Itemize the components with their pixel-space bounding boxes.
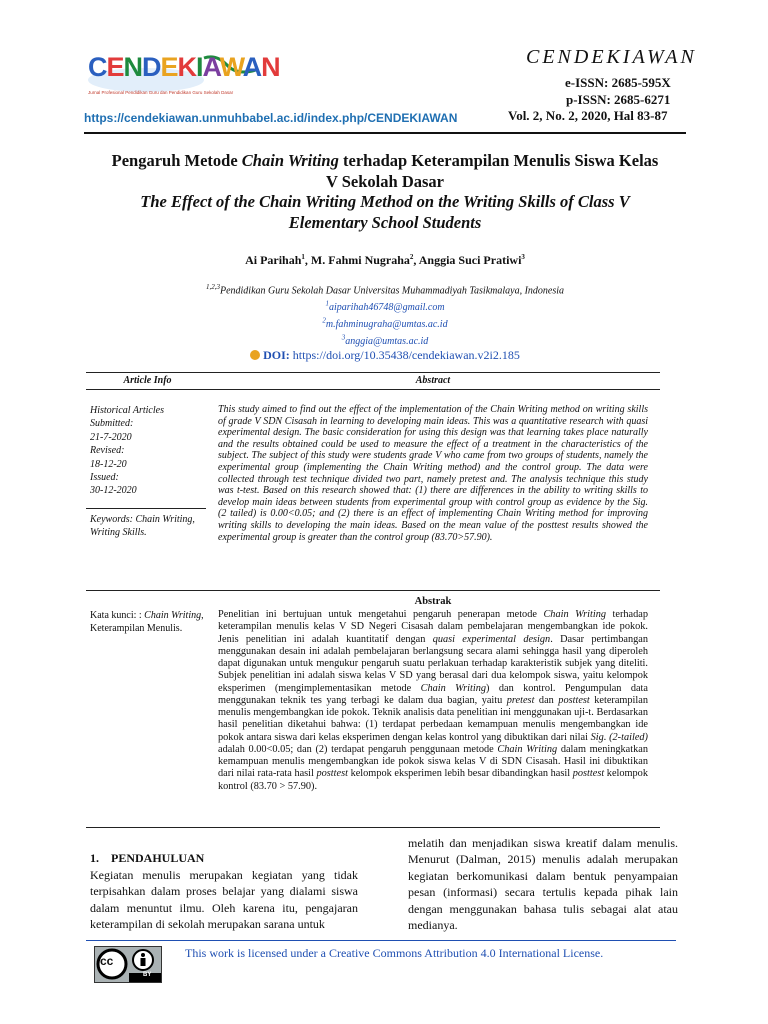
- email-3-addr: anggia@umtas.ac.id: [345, 335, 429, 347]
- abstrak-seg: ) dan kontrol. Pengumpulan data menggunakan teknik tes yang terbagi ke dalam dua bagian, yaitu: [218, 682, 648, 706]
- affiliation-block: [60, 281, 710, 348]
- logo-letter: N: [261, 52, 280, 82]
- abstrak-seg-italic: Chain Writing: [420, 682, 487, 694]
- keywords-id-label: Kata kunci: :: [90, 610, 142, 621]
- abstrak-text: [218, 609, 648, 793]
- history-line: Revised:: [90, 445, 125, 457]
- title-en-line1: The Effect of the Chain Writing Method on the Writing Skills of Class V: [140, 192, 630, 211]
- abstrak-seg: terhadap keterampilan menulis kelas V SD Negeri Cisasah dalam pembelajaran mengembangkan ide pokok. Jenis penelitian ini adalah kuantitatif dengan: [218, 609, 648, 645]
- history-line: Historical Articles: [90, 405, 164, 416]
- doi-line: [60, 348, 710, 363]
- history-line: 30-12-2020: [90, 485, 137, 497]
- history-line: Submitted:: [90, 418, 134, 430]
- history-line: 21-7-2020: [90, 431, 132, 443]
- keywords-english: [90, 513, 208, 539]
- history-rule: [86, 508, 206, 509]
- logo-letter: D: [142, 52, 161, 82]
- abstract-divider: [86, 590, 660, 591]
- abstrak-seg: . Dasar pertimbangan menggunakan desain ini adalah pembelajaran berlangsung secara alami sehingga hasil yang diperoleh dapat digunakan untuk mengukur pengaruh suatu perlakuan terhadap karakteristik subjek yang diteliti. Subjek penelitian ini adalah siswa kelas V SD yang berasal dari dua kelompok siswa, yaitu kelompok eksperimen (mengimplementasikan metode: [218, 633, 648, 694]
- author-2: M. Fahmi Nugraha: [310, 253, 410, 267]
- header-divider: [84, 132, 686, 134]
- author-3-sup: 3: [521, 253, 525, 261]
- doi-label: DOI:: [263, 348, 290, 362]
- abstrak-seg: adalah 0.00<0.05; dan (2) terdapat pengaruh penggunaan metode: [218, 743, 498, 755]
- abstrak-seg: keterampilan menulis mengembangkan ide pokok. Teknik analisis data penelitian ini menggunakan uji-t. Berdasarkan hasil penelitian diketahui bahwa: (1) terdapat perbedaan kemampuan menulis mengembangkan ide pokok antara siswa dari kelas eksperimen dengan kelas kontrol yang dibuktikan dari nilai: [218, 694, 649, 743]
- logo-letter: K: [177, 52, 197, 82]
- keywords-indonesian: [90, 609, 208, 636]
- email-2[interactable]: [322, 316, 448, 330]
- email-2-sup: 2: [322, 316, 326, 325]
- intro-right-column: melatih dan menjadikan siswa kreatif dalam menulis. Menurut (Dalman, 2015) menulis adalah merupakan kegiatan berkomunikasi dalam bentuk penyampaian pesan (informasi) secara tertulis kepada pihak lain dengan menggunakan bahasa tulis sebagai alat atau medianya.: [408, 836, 678, 933]
- title-en-line2: Elementary School Students: [288, 213, 482, 232]
- author-list: Ai Parihah$^1$, M. Fahmi Nugraha$^2$, Anggia Suci Pratiwi$^3$: [245, 253, 525, 267]
- abstrak-seg-italic: Sig. (2-tailed): [590, 731, 648, 743]
- abstrak-seg-italic: Chain Writing: [497, 743, 558, 755]
- abstrak-seg-italic: quasi experimental design: [432, 633, 551, 645]
- by-label: BY: [143, 972, 152, 978]
- abstract-english-text: This study aimed to find out the effect of the implementation of the Chain Writing method on writing skills of grade V SDN Cisasah in learning to developing main ideas. This was a quantitative research with quasi experimental design. The basic consideration for using this design was that learning takes place naturally and the results obtained could be used to measure the effect of a treatment in the characteristics of the subject. The subject of this study were students grade V who came from two groups of students, namely the experimental group (implementing the Chain Writing method) and the control group. The data were collected through test technique divided two part, namely pretest and. The analysis technique this study was t-test. Based on this research showed that: (1) there are differences in the ability to writing skills to develop main ideas between students from experimental group with control group as evidence by the Sig. (2 tailed) is 0.00<0.05; and (2) there is an effect of implementing Chain Writing method for improving writing skills to developing the main ideas. Based on the mean value of the posttest results showed the experimental group is greater than the control group (83.70>57.90).: [218, 404, 648, 543]
- keywords-id-rest: , Keterampilan Menulis.: [90, 610, 204, 635]
- cc-label: cc: [100, 954, 114, 968]
- author-1: Ai Parihah: [245, 253, 302, 267]
- abstrak-seg: dan: [534, 694, 559, 706]
- title-id-italic: Chain Writing: [241, 151, 339, 170]
- doi-link[interactable]: https://doi.org/10.35438/cendekiawan.v2i2.185: [292, 348, 520, 362]
- abstrak-seg-italic: posttest: [558, 694, 590, 706]
- author-2-sup: 2: [409, 253, 414, 261]
- history-line: Issued:: [90, 472, 119, 484]
- abstrak-seg: kelompok kontrol (83.70 > 57.90).: [218, 768, 648, 792]
- logo-letter: W: [219, 52, 243, 82]
- journal-name: CENDEKIAWAN: [526, 46, 697, 68]
- logo-letter: E: [106, 52, 124, 82]
- doi-icon: [250, 350, 260, 360]
- keywords-id-italic: Chain Writing: [144, 610, 202, 621]
- abstrak-heading: Abstrak: [414, 596, 452, 607]
- logo-text: [88, 52, 280, 82]
- abstrak-seg: Penelitian ini bertujuan untuk mengetahui pengaruh penerapan metode: [218, 609, 544, 620]
- logo-subtitle: Jurnal Profesional Pendidikan Guru dan Pendidikan Guru Sekolah Dasar: [88, 90, 234, 95]
- logo-letter: C: [88, 52, 107, 82]
- abstrak-seg-italic: posttest: [572, 768, 605, 780]
- footer-rule: [86, 940, 676, 941]
- title-id-line2: V Sekolah Dasar: [326, 172, 444, 191]
- logo-letter: N: [123, 52, 143, 82]
- email-1-sup: 1: [325, 299, 329, 308]
- table-header-rule: [86, 389, 660, 390]
- article-history: [90, 404, 208, 498]
- author-3: Anggia Suci Pratiwi: [418, 253, 522, 267]
- email-1[interactable]: [325, 299, 445, 314]
- abstract-heading: Abstract: [415, 375, 451, 386]
- abstrak-seg-italic: posttest: [316, 768, 348, 780]
- logo-letter: E: [160, 52, 178, 82]
- email-3-sup: 3: [341, 333, 346, 342]
- section-heading-intro: 1. PENDAHULUAN: [90, 851, 205, 865]
- author-1-sup: 1: [301, 253, 305, 261]
- abstrak-seg: dalam meningkatkan kemampuan menulis mengembangkan ide pokok siswa kelas V di SDN Cisasah. Hasil ini dibuktikan dari nilai rata-rata hasil: [218, 743, 648, 780]
- volume-info: Vol. 2, No. 2, 2020, Hal 83-87: [508, 108, 668, 123]
- logo-letter: A: [242, 52, 262, 82]
- history-line: 18-12-20: [90, 458, 127, 470]
- email-3[interactable]: [341, 333, 429, 347]
- title-indonesian: [60, 150, 710, 192]
- pissn: p-ISSN: 2685-6271: [566, 92, 671, 107]
- journal-url-link[interactable]: https://cendekiawan.unmuhbabel.ac.id/index.php/CENDEKIAWAN: [84, 111, 458, 125]
- abstrak-seg: kelompok eksperimen lebih besar dibandingkan hasil: [347, 768, 573, 780]
- email-2-addr: m.fahminugraha@umtas.ac.id: [325, 318, 448, 330]
- table-top-rule: [86, 372, 660, 373]
- abstrak-seg-italic: pretest: [506, 694, 535, 706]
- eissn: e-ISSN: 2685-595X: [565, 75, 671, 90]
- logo-letter: A: [202, 52, 220, 82]
- affiliation-sup: 1,2,3: [205, 283, 220, 291]
- license-text[interactable]: This work is licensed under a Creative Commons Attribution 4.0 International License.: [185, 946, 604, 960]
- table-bottom-rule: [86, 827, 660, 828]
- keywords-en-values: Chain Writing, Writing Skills.: [90, 514, 195, 538]
- email-1-addr: aiparihah46748@gmail.com: [328, 302, 445, 314]
- title-id-part2: terhadap Keterampilan Menulis Siswa Kelas: [338, 151, 659, 170]
- intro-left-column: Kegiatan menulis merupakan kegiatan yang tidak terpisahkan dalam proses belajar yang dialami siswa dalam menuntut ilmu. Oleh karena itu, pengajaran keterampilan di sekolah merupakan sarana untuk: [90, 868, 358, 932]
- abstrak-seg-italic: Chain Writing: [543, 609, 607, 620]
- title-english: [60, 191, 710, 233]
- affiliation-text: Pendidikan Guru Sekolah Dasar Universitas Muhammadiyah Tasikmalaya, Indonesia: [219, 285, 565, 297]
- logo-letter: I: [196, 52, 203, 82]
- keywords-en-label: Keywords:: [90, 514, 133, 525]
- article-info-heading: Article Info: [123, 375, 172, 386]
- title-id-part1: Pengaruh Metode: [111, 151, 242, 170]
